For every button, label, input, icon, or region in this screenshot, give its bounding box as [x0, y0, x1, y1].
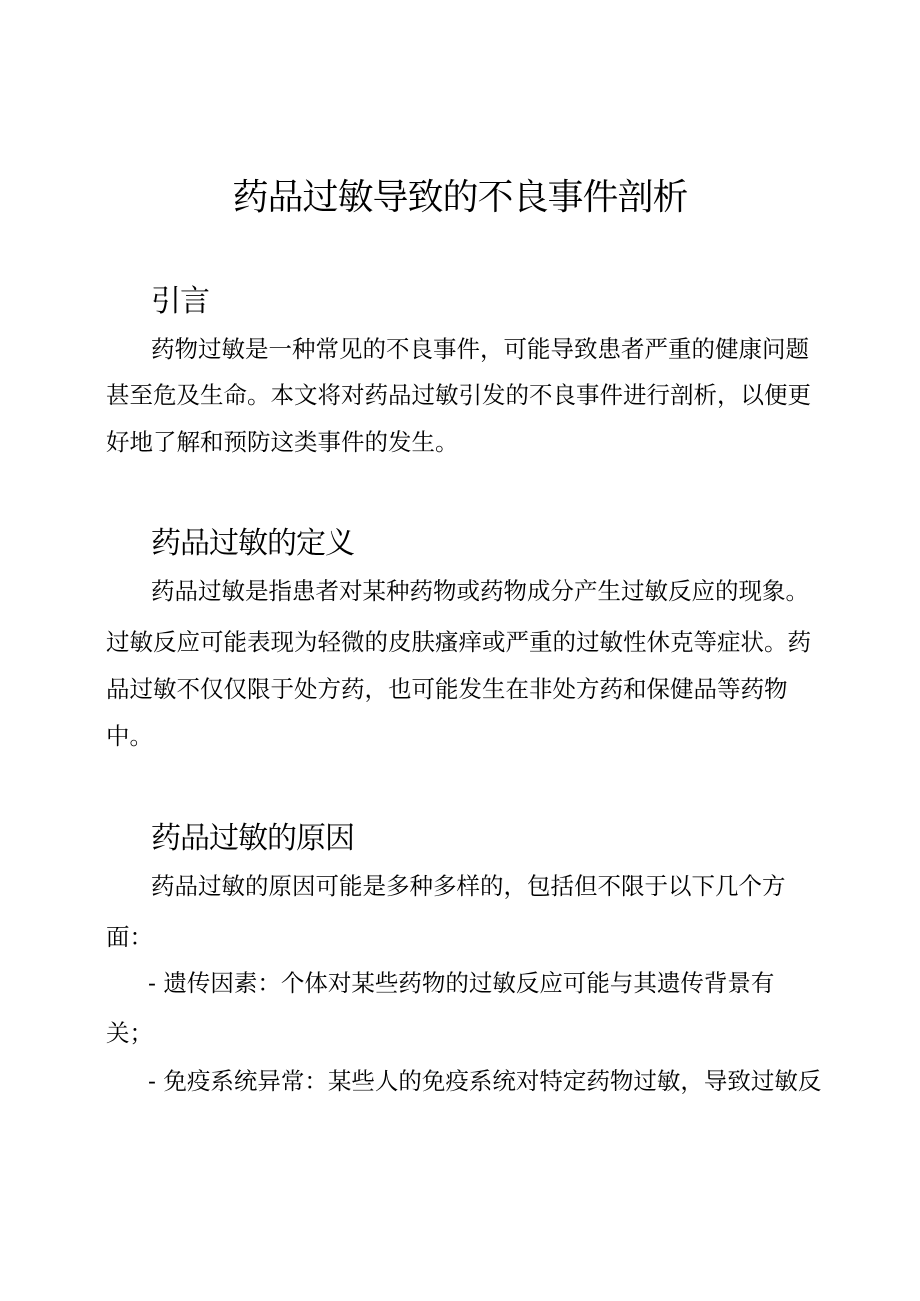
paragraph-line: 过敏反应可能表现为轻微的皮肤瘙痒或严重的过敏性休克等症状。药: [106, 628, 811, 656]
paragraph-line: 好地了解和预防这类事件的发生。: [106, 428, 459, 456]
paragraph-line: 药品过敏的原因可能是多种多样的，包括但不限于以下几个方: [151, 872, 786, 900]
section-heading-definition: 药品过敏的定义: [151, 526, 354, 561]
section-heading-introduction: 引言: [151, 284, 209, 319]
section-heading-causes: 药品过敏的原因: [151, 821, 354, 856]
paragraph-line: 品过敏不仅仅限于处方药，也可能发生在非处方药和保健品等药物: [106, 675, 788, 703]
list-item-line: 关；: [106, 1019, 153, 1047]
paragraph-line: 甚至危及生命。本文将对药品过敏引发的不良事件进行剖析，以便更: [106, 381, 811, 409]
paragraph-line: 面：: [106, 923, 153, 951]
document-title: 药品过敏导致的不良事件剖析: [232, 177, 688, 218]
paragraph-line: 药品过敏是指患者对某种药物或药物成分产生过敏反应的现象。: [151, 577, 809, 605]
list-item-line: - 遗传因素：个体对某些药物的过敏反应可能与其遗传背景有: [148, 969, 775, 997]
paragraph-line: 药物过敏是一种常见的不良事件，可能导致患者严重的健康问题: [151, 335, 809, 363]
list-item-line: - 免疫系统异常：某些人的免疫系统对特定药物过敏，导致过敏反: [148, 1067, 822, 1095]
paragraph-line: 中。: [106, 722, 153, 750]
